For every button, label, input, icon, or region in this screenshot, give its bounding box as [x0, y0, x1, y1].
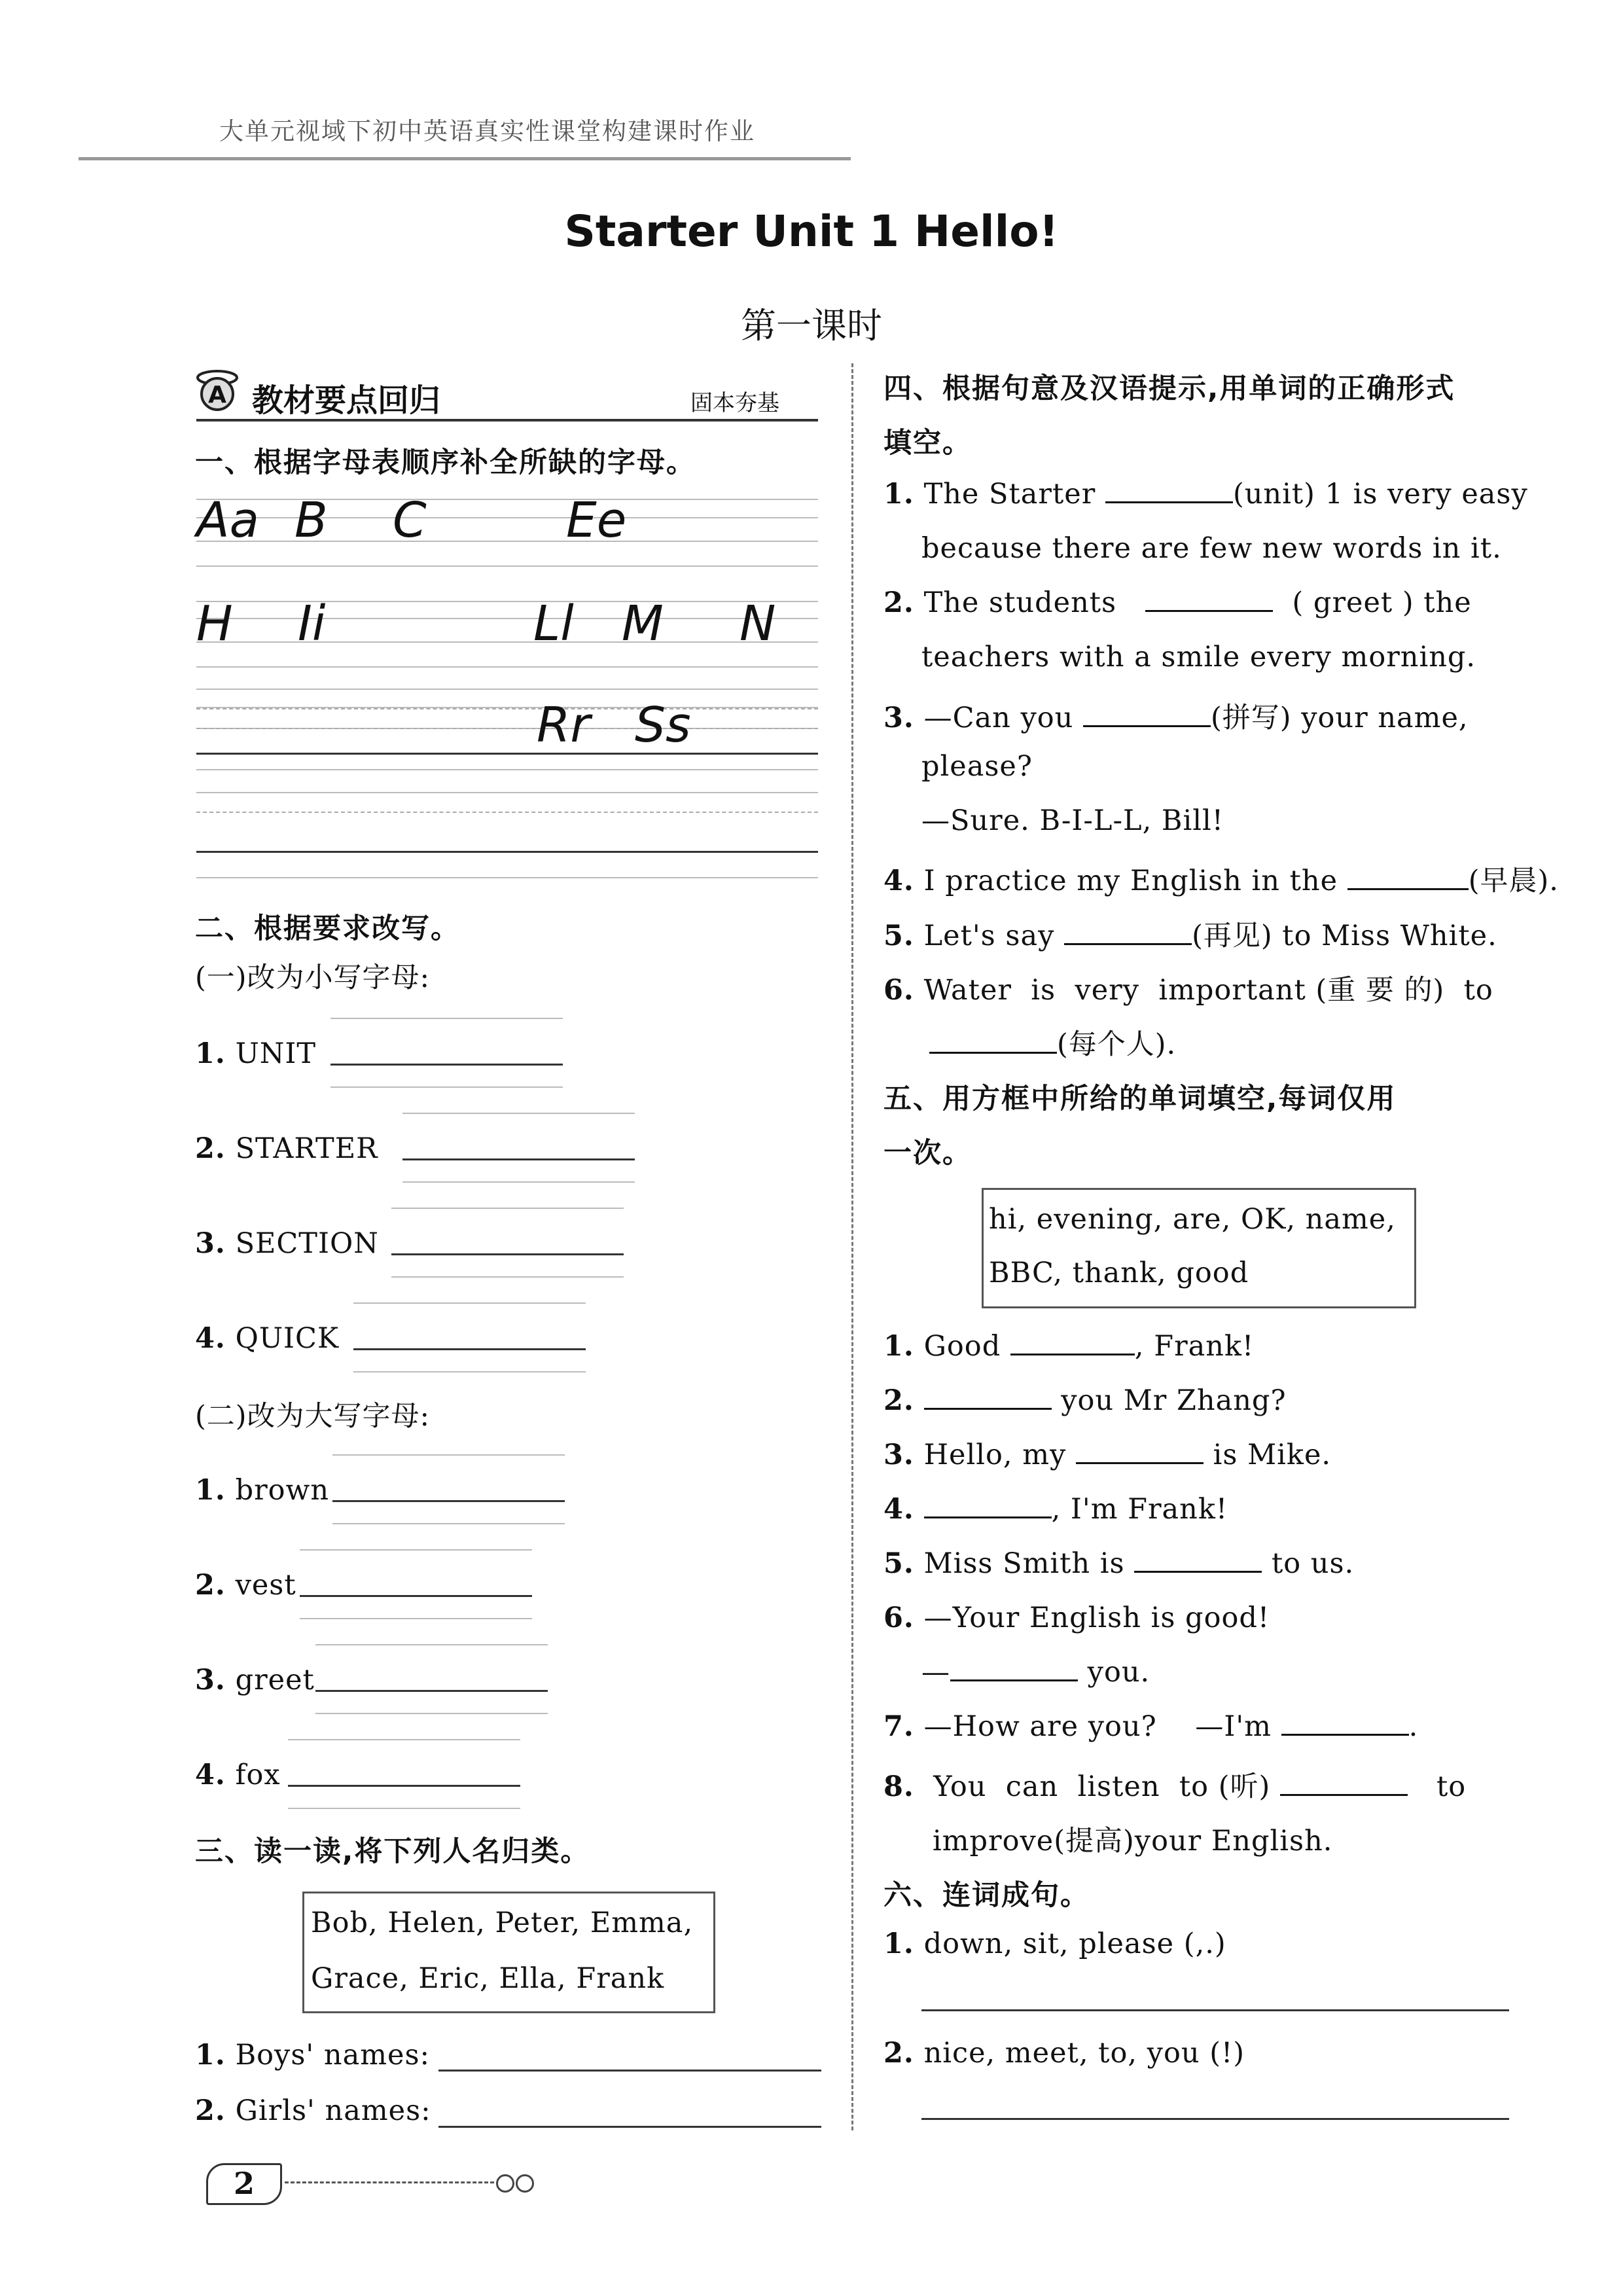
- a-badge-icon: [193, 363, 242, 412]
- letter-Ee: Ee: [566, 492, 627, 548]
- s5-q4-text: , I'm Frank!: [1051, 1493, 1228, 1526]
- letter-C: C: [393, 492, 427, 548]
- girls-names-label: Girls' names:: [235, 2094, 431, 2127]
- s5-q4-blank[interactable]: [924, 1494, 1052, 1518]
- section-3-heading: 三、读一读,将下列人名归类。: [195, 1835, 590, 1868]
- s5-q6-text: —Your English is good!: [923, 1602, 1270, 1634]
- lowercase-item-4: QUICK: [235, 1322, 340, 1355]
- s4-q6-hint: (每个人).: [1057, 1028, 1177, 1061]
- answer-line[interactable]: [315, 1690, 548, 1692]
- s5-q6-text-end: you.: [1087, 1656, 1150, 1689]
- s5-q6-dash: —: [921, 1656, 950, 1689]
- word-box: [982, 1188, 1416, 1308]
- answer-line[interactable]: [300, 1595, 532, 1597]
- s4-q5-hint: (再见) to Miss White.: [1192, 920, 1497, 952]
- s4-q1-blank[interactable]: [1105, 479, 1233, 503]
- s4-q3-reply: —Sure. B-I-L-L, Bill!: [921, 804, 1224, 837]
- s4-q3-cont: please?: [921, 750, 1033, 783]
- footer-circle-icon: [496, 2174, 514, 2193]
- s5-q2-blank[interactable]: [924, 1386, 1052, 1410]
- boys-names-label: Boys' names:: [235, 2039, 431, 2072]
- footer-circle-icon: [516, 2174, 534, 2193]
- letter-Ii: Ii: [298, 596, 326, 652]
- s5-q5-blank[interactable]: [1134, 1549, 1262, 1573]
- names-box-line-1: Bob, Helen, Peter, Emma,: [311, 1907, 694, 1939]
- section-6-heading: 六、连词成句。: [883, 1879, 1090, 1912]
- s4-q4-blank[interactable]: [1347, 866, 1469, 890]
- s5-q8-text: You can listen to (听): [933, 1770, 1271, 1803]
- s5-q7-period: .: [1408, 1710, 1419, 1743]
- letter-Ll: Ll: [533, 596, 574, 652]
- lowercase-item-3: SECTION: [235, 1227, 379, 1260]
- s6-q2-words: nice, meet, to, you (!): [923, 2037, 1245, 2070]
- answer-line[interactable]: [391, 1253, 624, 1255]
- section-2-sub2: (二)改为大写字母:: [195, 1400, 431, 1433]
- answer-line[interactable]: [288, 1785, 520, 1787]
- footer-dash: [285, 2181, 494, 2183]
- s5-q7-blank[interactable]: [1281, 1712, 1409, 1736]
- lesson-subtitle: 第一课时: [741, 305, 882, 346]
- letter-M: M: [622, 596, 664, 652]
- page-title: Starter Unit 1 Hello!: [564, 206, 1059, 257]
- s4-q6-text: Water is very important (重 要 的) to: [923, 974, 1493, 1007]
- word-box-line-1: hi, evening, are, OK, name,: [989, 1203, 1396, 1236]
- s4-q1-hint: (unit) 1 is very easy: [1232, 478, 1528, 511]
- s4-q4-text: I practice my English in the: [923, 865, 1338, 897]
- s6-q1-words: down, sit, please (,.): [923, 1928, 1226, 1960]
- s4-q2-text: The students: [923, 586, 1117, 619]
- s4-q3-hint: (拼写) your name,: [1211, 702, 1469, 734]
- s4-q3-blank[interactable]: [1083, 703, 1211, 727]
- s5-q5-text: Miss Smith is: [923, 1547, 1125, 1580]
- letter-Ss: Ss: [635, 697, 691, 753]
- section-2-heading: 二、根据要求改写。: [195, 912, 460, 945]
- s4-q3-text: —Can you: [923, 702, 1074, 734]
- s4-q1-text: The Starter: [923, 478, 1096, 511]
- s6-q1-answer[interactable]: [921, 2009, 1509, 2011]
- badge-underline: [196, 419, 818, 422]
- s5-q1-text: Good: [923, 1330, 1001, 1363]
- s5-q8-cont: improve(提高)your English.: [933, 1825, 1333, 1857]
- s5-q7-reply: —I'm: [1195, 1710, 1272, 1743]
- s4-q2-cont: teachers with a smile every morning.: [921, 641, 1476, 673]
- word-box-line-2: BBC, thank, good: [989, 1257, 1249, 1289]
- s5-q3-blank[interactable]: [1076, 1440, 1204, 1464]
- series-header: 大单元视域下初中英语真实性课堂构建课时作业: [219, 117, 755, 145]
- badge-tag: 固本夯基: [690, 390, 779, 416]
- s5-q7-text: —How are you?: [923, 1710, 1157, 1743]
- section-2-sub1: (一)改为小写字母:: [195, 961, 431, 994]
- s5-q1-text-end: , Frank!: [1134, 1330, 1255, 1363]
- uppercase-item-3: greet: [235, 1664, 315, 1696]
- letter-H: H: [196, 596, 233, 652]
- s4-q4-hint: (早晨).: [1468, 865, 1559, 897]
- answer-line[interactable]: [353, 1348, 586, 1350]
- s5-q3-text-end: is Mike.: [1213, 1439, 1332, 1471]
- uppercase-item-1: brown: [235, 1474, 330, 1507]
- s5-q8-text-end: to: [1436, 1770, 1467, 1803]
- boys-names-answer[interactable]: [438, 2070, 821, 2072]
- header-rule: [79, 157, 851, 160]
- s5-q5-text-end: to us.: [1271, 1547, 1355, 1580]
- svg-text:A: A: [208, 382, 226, 408]
- section-4-heading: 四、根据句意及汉语提示,用单词的正确形式: [883, 372, 1455, 405]
- section-5-heading: 五、用方框中所给的单词填空,每词仅用: [883, 1083, 1397, 1115]
- page-number: 2: [206, 2163, 282, 2205]
- s5-q6-blank[interactable]: [950, 1657, 1078, 1681]
- s5-q2-text: you Mr Zhang?: [1061, 1384, 1287, 1417]
- section-1-heading: 一、根据字母表顺序补全所缺的字母。: [195, 446, 696, 479]
- answer-line[interactable]: [402, 1158, 635, 1160]
- column-divider: [851, 363, 853, 2130]
- lowercase-item-2: STARTER: [235, 1132, 378, 1165]
- names-box-line-2: Grace, Eric, Ella, Frank: [311, 1962, 665, 1995]
- s5-q8-blank[interactable]: [1280, 1772, 1408, 1796]
- s6-q2-answer[interactable]: [921, 2118, 1509, 2120]
- s4-q5-text: Let's say: [923, 920, 1055, 952]
- lowercase-item-1: UNIT: [235, 1037, 317, 1070]
- letter-Rr: Rr: [537, 697, 590, 753]
- letter-Aa: Aa: [196, 492, 259, 548]
- names-box: [302, 1892, 715, 2013]
- girls-names-answer[interactable]: [438, 2126, 821, 2128]
- badge-label: 教材要点回归: [252, 382, 441, 419]
- letter-B: B: [294, 492, 328, 548]
- section-5-heading-cont: 一次。: [883, 1137, 972, 1170]
- s4-q2-blank[interactable]: [1145, 588, 1273, 612]
- answer-line[interactable]: [330, 1064, 563, 1066]
- uppercase-item-2: vest: [235, 1569, 296, 1602]
- uppercase-item-4: fox: [235, 1759, 281, 1791]
- s4-q2-hint: ( greet ) the: [1292, 586, 1472, 619]
- section-4-heading-cont: 填空。: [883, 427, 972, 459]
- s5-q3-text: Hello, my: [923, 1439, 1067, 1471]
- answer-line[interactable]: [332, 1500, 565, 1502]
- s4-q5-blank[interactable]: [1064, 921, 1192, 945]
- s4-q6-blank[interactable]: [929, 1030, 1057, 1054]
- letter-N: N: [740, 596, 776, 652]
- s4-q1-cont: because there are few new words in it.: [921, 532, 1502, 565]
- s5-q1-blank[interactable]: [1010, 1331, 1135, 1355]
